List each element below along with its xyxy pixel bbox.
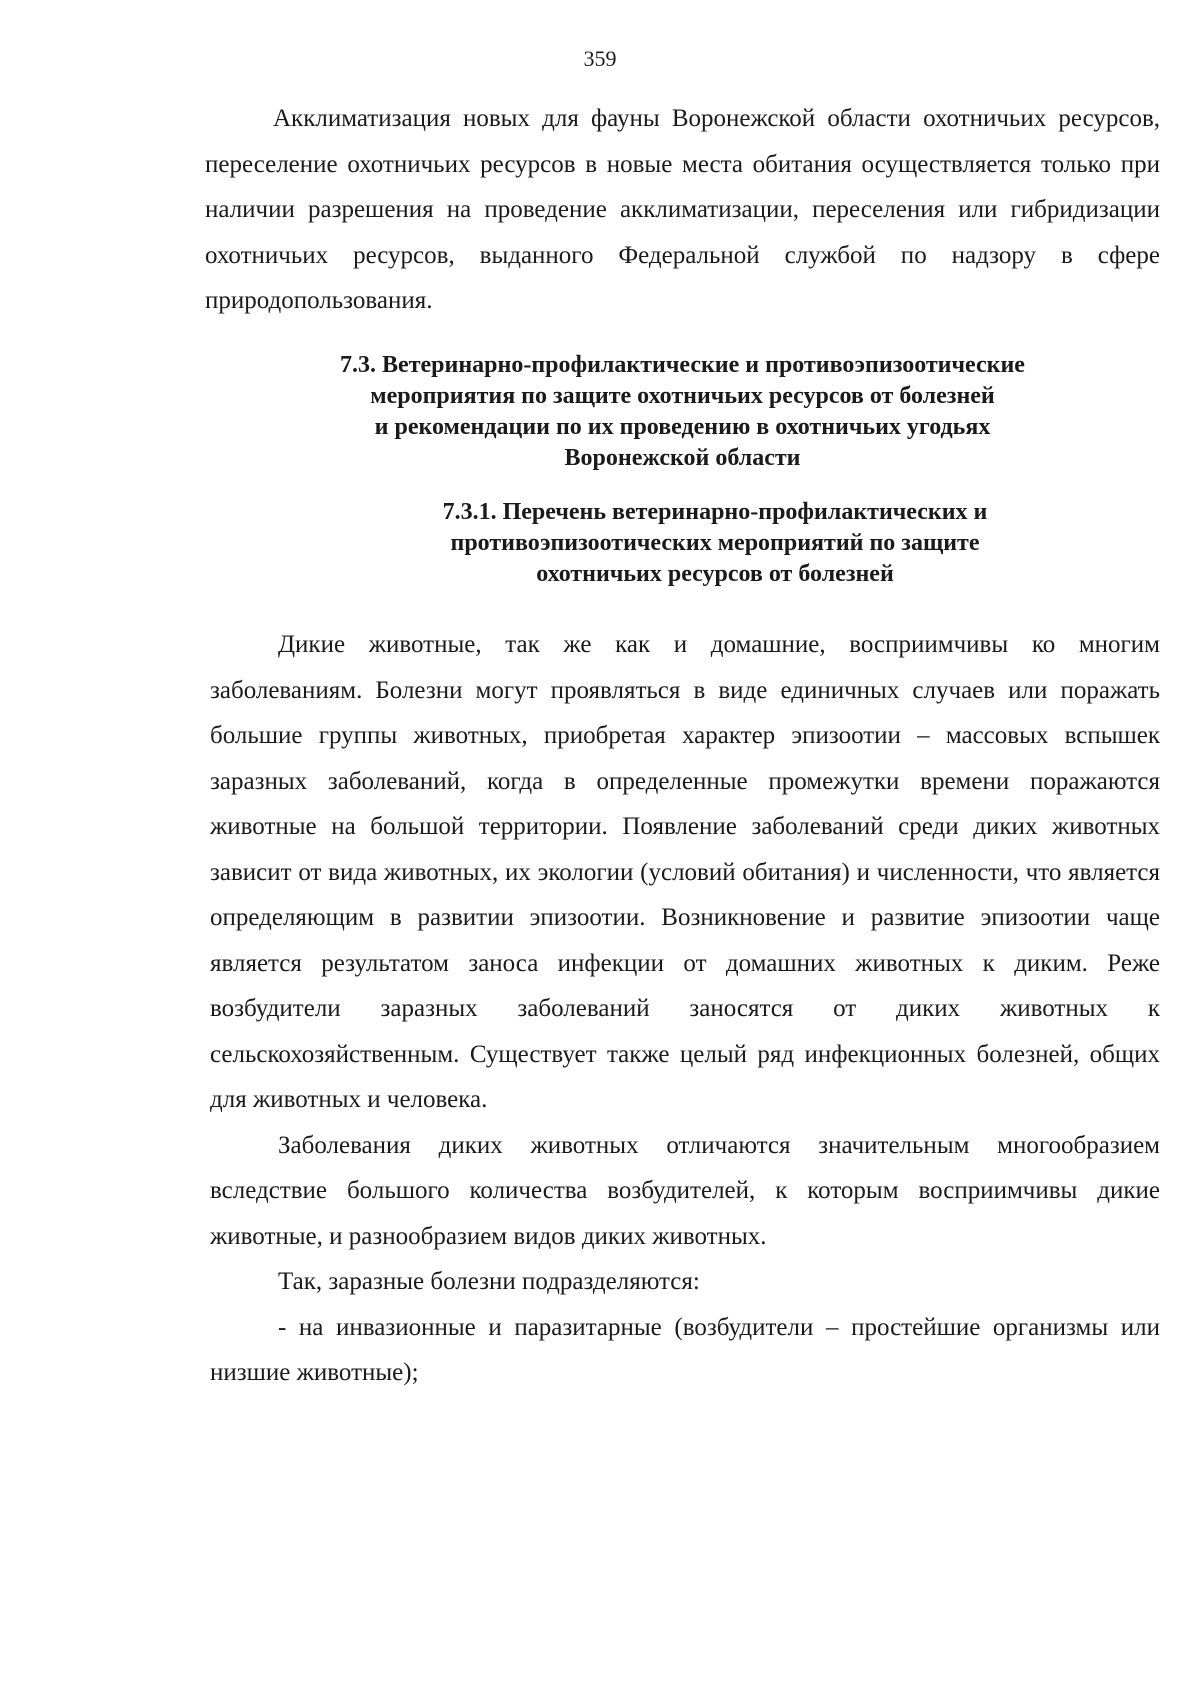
body-paragraph: Так, заразные болезни подразделяются: xyxy=(278,1268,700,1295)
body-paragraph: Дикие животные, так же как и домашние, восприимчивы ко многим заболеваниям. Болезни могут проявляться в виде единичных случаев или поражать большие группы животных, приобретая характер эпизоотии – массовых вспышек заразных заболеваний, когда в определенные промежутки времени поражаются животные на большой территории. Появление заболеваний среди диких животных зависит от вида животных, их экологии (условий обитания) и численности, что является определяющим в развитии эпизоотии. Возникновение и развитие эпизоотии чаще является результатом заноса инфекции от домашних животных к диким. Реже возбудители заразных заболеваний заносятся от диких животных к сельскохозяйственным. Существует также целый ряд инфекционных болезней, общих для животных и человека. xyxy=(210,631,1160,1113)
list-item: - на инвазионные и паразитарные (возбудители – простейшие организмы или низшие животные); xyxy=(210,1313,1160,1386)
section-heading-line-4: Воронежской области xyxy=(564,445,801,471)
section-heading xyxy=(205,350,1160,474)
section-heading-line-3: и рекомендации по их проведению в охотничьих угодьях xyxy=(374,414,991,440)
subsection-heading-line-3: охотничьих ресурсов от болезней xyxy=(536,561,894,587)
intro-paragraph: Акклиматизация новых для фауны Воронежской области охотничьих ресурсов, переселение охотничьих ресурсов в новые места обитания осуществляется только при наличии разрешения на проведение акклиматизации, переселения или гибридизации охотничьих ресурсов, выданного Федеральной службой по надзору в сфере природопользования. xyxy=(205,105,1160,314)
page-number: 359 xyxy=(583,46,617,71)
body-paragraph: Заболевания диких животных отличаются значительным многообразием вследствие большого количества возбудителей, к которым восприимчивы дикие животные, и разнообразием видов диких животных. xyxy=(210,1131,1160,1250)
intro-block xyxy=(205,96,1160,324)
body-block xyxy=(210,622,1160,1396)
section-heading-line-2: мероприятия по защите охотничьих ресурсов от болезней xyxy=(370,383,995,409)
section-heading-line-1: 7.3. Ветеринарно-профилактические и противоэпизоотические xyxy=(340,352,1025,378)
subsection-heading-line-2: противоэпизоотических мероприятий по защите xyxy=(450,530,980,556)
subsection-heading xyxy=(270,497,1160,590)
subsection-heading-line-1: 7.3.1. Перечень ветеринарно-профилактических и xyxy=(442,499,988,525)
